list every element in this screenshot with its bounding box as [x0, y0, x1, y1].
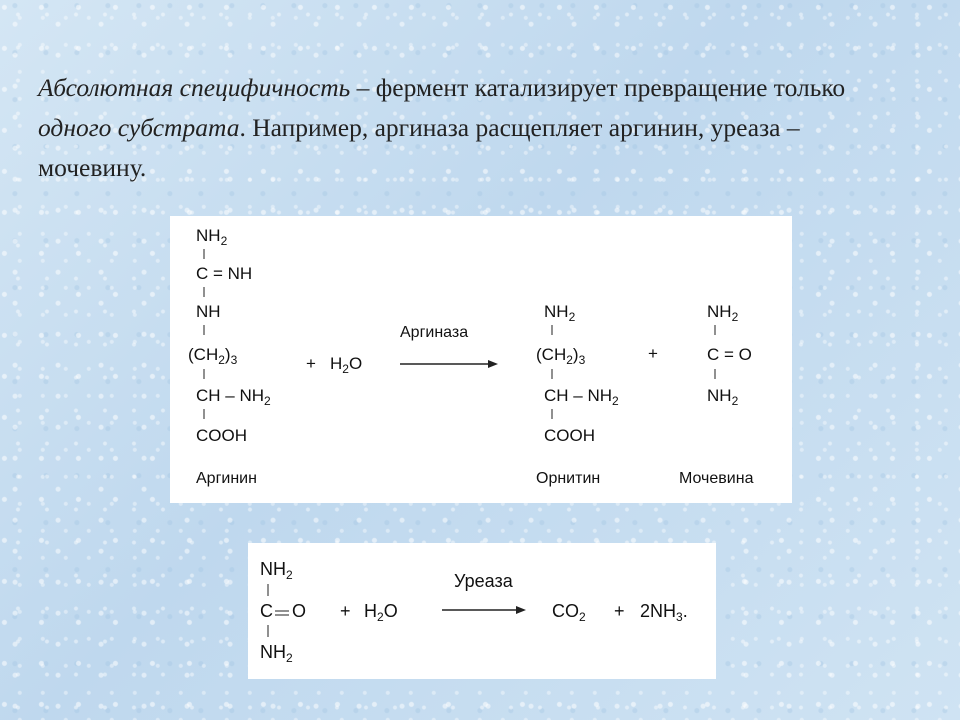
svg-text:COOH: COOH — [196, 426, 247, 445]
svg-text:NH: NH — [196, 302, 221, 321]
arginine-label: Аргинин — [196, 470, 257, 487]
water-formula: $H_2O$ — [330, 354, 363, 376]
urea-label: Мочевина — [679, 470, 754, 487]
urease-reaction-panel — [248, 543, 716, 679]
svg-text:C: C — [260, 601, 273, 621]
svg-text:NH2: $NH_2$ — [544, 302, 576, 324]
ammonia-formula: $2NH_3$. — [640, 601, 688, 624]
plus-sign-3: + — [614, 601, 625, 621]
slide-description — [38, 68, 908, 188]
svg-text:NH2: $NH_2$ — [707, 302, 739, 324]
svg-text:(CH2)3: $(CH_2)_3$ — [536, 345, 586, 367]
description-part-1: фермент катализирует превращение только — [375, 73, 846, 102]
svg-text:C = O: C = O — [707, 345, 752, 364]
svg-text:NH2: $NH_2$ — [196, 226, 228, 248]
svg-text:COOH: COOH — [544, 426, 595, 445]
arginine-structure — [188, 226, 271, 445]
arginase-reaction-diagram — [170, 216, 792, 503]
urease-enzyme-label: Уреаза — [454, 571, 513, 591]
svg-text:CH – NH2: CH – $NH_2$ — [196, 386, 271, 408]
description-part-2: . Например, аргиназа расщепляет аргинин, уреаза – мочевину. — [38, 113, 800, 182]
urease-reaction-diagram — [248, 543, 716, 679]
plus-sign-products: + — [648, 344, 658, 363]
arrow-head-icon — [488, 360, 498, 368]
term-absolute-specificity: Абсолютная специфичность — [38, 73, 351, 102]
svg-text:CH – NH2: CH – $NH_2$ — [544, 386, 619, 408]
water-formula-2: $H_2O$ — [364, 601, 398, 624]
term-one-substrate: одного субстрата — [38, 113, 240, 142]
svg-text:NH2: $NH_2$ — [260, 642, 293, 665]
svg-text:C = NH: C = NH — [196, 264, 253, 283]
arginase-enzyme-label: Аргиназа — [400, 324, 469, 341]
carbon-dioxide-formula: $CO_2$ — [552, 601, 586, 624]
svg-text:O: O — [292, 601, 307, 621]
svg-text:NH2: $NH_2$ — [260, 559, 293, 582]
urea-structure-2 — [260, 559, 306, 665]
dash: – — [350, 73, 376, 102]
ornithine-structure — [536, 302, 619, 445]
svg-text:(CH2)3: $(CH_2)_3$ — [188, 345, 238, 367]
ornithine-label: Орнитин — [536, 470, 601, 487]
plus-sign-2: + — [340, 601, 351, 621]
plus-sign: + — [306, 354, 316, 373]
arginase-reaction-panel — [170, 216, 792, 503]
urea-structure — [707, 302, 752, 408]
arrow-head-icon-2 — [516, 606, 526, 614]
svg-text:NH2: $NH_2$ — [707, 386, 739, 408]
